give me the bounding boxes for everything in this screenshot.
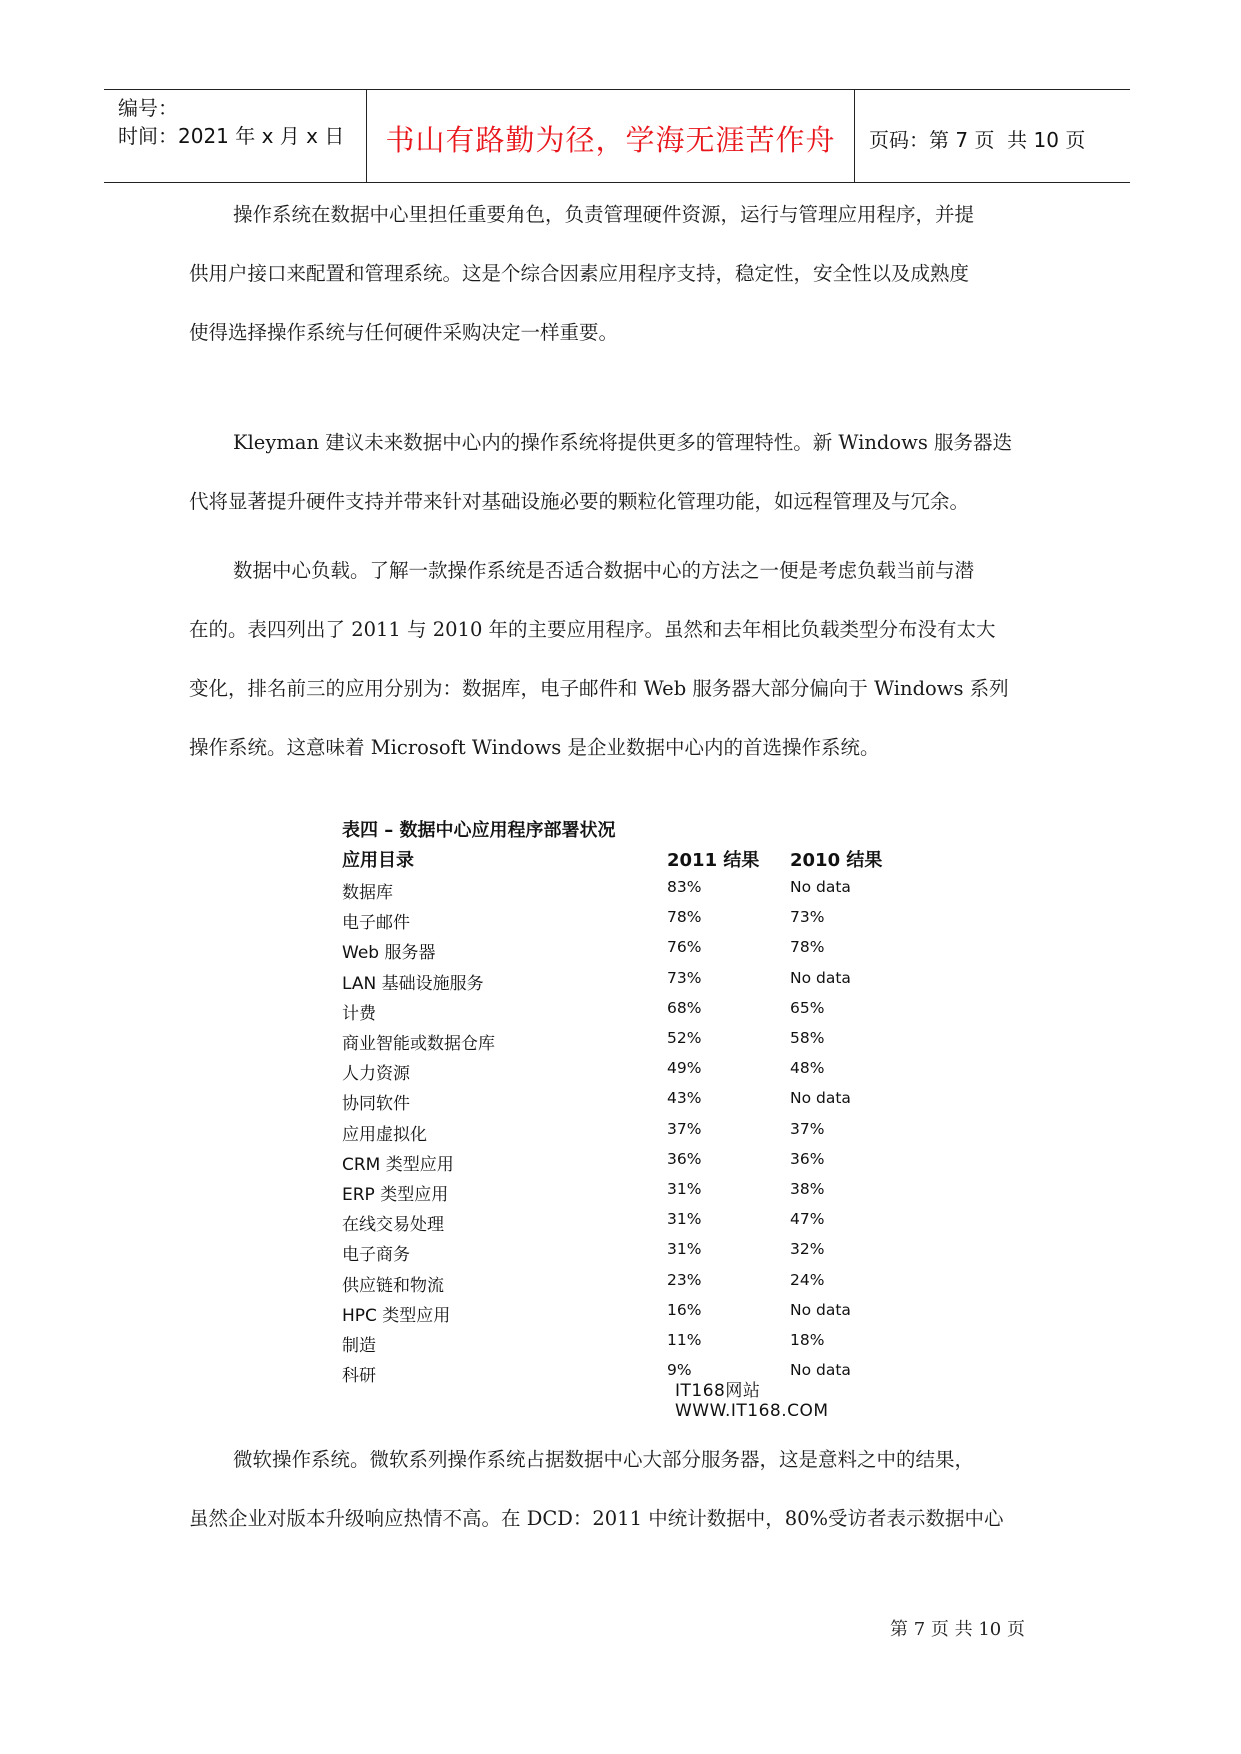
table-cell-2011: 37% [667, 1119, 702, 1138]
table-row [342, 938, 918, 968]
paragraph-4 [189, 1430, 1061, 1548]
table-cell-category: CRM 类型应用 [342, 1154, 454, 1175]
paragraph-3 [189, 541, 1061, 777]
table-cell-2011: 43% [667, 1089, 702, 1108]
page-footer: 第 7 页 共 10 页 [890, 1619, 1025, 1640]
table-cell-2011: 31% [667, 1240, 702, 1259]
table-cell-2010: 73% [790, 908, 825, 927]
table-cell-category: 商业智能或数据仓库 [342, 1034, 495, 1054]
table-cell-2011: 49% [667, 1059, 702, 1078]
table-cell-2010: 58% [790, 1029, 825, 1047]
header-meta [104, 90, 367, 182]
table-row [342, 1120, 918, 1150]
table-cell-2011: 31% [667, 1180, 702, 1198]
table-cell-2010: 78% [790, 938, 825, 957]
paragraph-1 [189, 185, 1061, 362]
table-cell-category: 电子商务 [342, 1245, 410, 1266]
table-cell-2010: No data [790, 1089, 851, 1108]
table-row [342, 1180, 918, 1210]
header-page-cell [855, 90, 1130, 182]
paragraph-line: 虽然企业对版本升级响应热情不高。在 DCD：2011 中统计数据中，80%受访者表示数据中心 [189, 1507, 1004, 1530]
table-cell-2010: 32% [790, 1240, 825, 1259]
paragraph-line: 数据中心负载。了解一款操作系统是否适合数据中心的方法之一便是考虑负载当前与潜 [233, 559, 975, 582]
table-row [342, 1029, 918, 1059]
table-row [342, 1150, 918, 1180]
table-header-category: 应用目录 [342, 850, 414, 871]
paragraph-line: 操作系统。这意味着 Microsoft Windows 是企业数据中心内的首选操作系统。 [189, 736, 880, 759]
header-page-number: 页码：第 7 页 共 10 页 [869, 127, 1086, 152]
page-header [104, 89, 1130, 183]
table-cell-2011: 9% [667, 1361, 692, 1380]
table-cell-2010: 38% [790, 1180, 825, 1198]
table-cell-2011: 52% [667, 1029, 702, 1047]
table-cell-2010: No data [790, 1361, 851, 1380]
table-header-2010: 2010 结果 [790, 850, 883, 871]
document-date: 时间：2021 年 x 月 x 日 [118, 124, 345, 148]
table-cell-category: LAN 基础设施服务 [342, 973, 484, 994]
table-cell-2010: 24% [790, 1270, 825, 1289]
table-row [342, 878, 918, 908]
table-cell-category: 电子邮件 [342, 913, 410, 934]
table-row [342, 1059, 918, 1089]
table-cell-category: 供应链和物流 [342, 1275, 444, 1296]
table-row [342, 1301, 918, 1331]
table-cell-2011: 31% [667, 1210, 702, 1229]
application-deployment-table [338, 816, 918, 1421]
table-cell-category: Web 服务器 [342, 943, 436, 964]
table-cell-category: 协同软件 [342, 1094, 410, 1115]
table-cell-2010: 36% [790, 1149, 825, 1168]
table-title: 表四 – 数据中心应用程序部署状况 [342, 820, 616, 841]
header-motto-cell [367, 90, 855, 182]
paragraph-line: Kleyman 建议未来数据中心内的操作系统将提供更多的管理特性。新 Windows 服务器迭 [233, 431, 1013, 454]
paragraph-line: 在的。表四列出了 2011 与 2010 年的主要应用程序。虽然和去年相比负载类型分布没有太大 [189, 618, 996, 641]
table-cell-2010: No data [790, 968, 851, 987]
paragraph-line: 供用户接口来配置和管理系统。这是个综合因素应用程序支持，稳定性，安全性以及成熟度 [189, 262, 970, 285]
table-header-2011: 2011 结果 [667, 850, 760, 871]
table-cell-2010: 48% [790, 1059, 825, 1078]
table-cell-2011: 16% [667, 1300, 702, 1319]
table-cell-2010: 47% [790, 1210, 825, 1229]
table-cell-category: 人力资源 [342, 1064, 410, 1085]
paragraph-line: 代将显著提升硬件支持并带来针对基础设施必要的颗粒化管理功能，如远程管理及与冗余。 [189, 490, 970, 513]
table-cell-category: 在线交易处理 [342, 1215, 444, 1236]
table-cell-2011: 11% [667, 1331, 702, 1349]
document-number: 编号： [118, 96, 178, 120]
paragraph-line: 操作系统在数据中心里担任重要角色，负责管理硬件资源，运行与管理应用程序，并提 [233, 203, 975, 226]
table-cell-2010: 37% [790, 1119, 825, 1138]
table-cell-2010: 65% [790, 998, 825, 1017]
table-cell-2011: 73% [667, 968, 702, 987]
table-cell-2011: 36% [667, 1149, 702, 1168]
table-cell-2011: 78% [667, 908, 702, 927]
paragraph-line: 变化，排名前三的应用分别为：数据库，电子邮件和 Web 服务器大部分偏向于 Windows 系列 [189, 677, 1009, 700]
table-row [342, 908, 918, 938]
table-row [342, 1210, 918, 1240]
table-row [342, 1271, 918, 1301]
table-cell-2011: 68% [667, 998, 702, 1017]
table-cell-2011: 83% [667, 878, 702, 896]
paragraph-2 [189, 413, 1061, 531]
table-row [342, 1331, 918, 1361]
paragraph-line: 使得选择操作系统与任何硬件采购决定一样重要。 [189, 321, 619, 344]
table-cell-category: HPC 类型应用 [342, 1305, 451, 1326]
table-cell-2011: 23% [667, 1270, 702, 1289]
table-cell-2010: 18% [790, 1331, 825, 1349]
table-row [342, 1240, 918, 1270]
paragraph-line: 微软操作系统。微软系列操作系统占据数据中心大部分服务器，这是意料之中的结果， [233, 1448, 975, 1471]
table-cell-2010: No data [790, 1300, 851, 1319]
table-header-row [342, 846, 918, 876]
table-cell-category: 计费 [342, 1003, 376, 1024]
table-cell-category: 应用虚拟化 [342, 1124, 427, 1145]
table-cell-category: ERP 类型应用 [342, 1185, 449, 1205]
table-cell-category: 制造 [342, 1336, 376, 1356]
table-cell-2011: 76% [667, 938, 702, 957]
table-row [342, 999, 918, 1029]
table-cell-2010: No data [790, 878, 851, 896]
source-watermark: IT168网站 WWW.IT168.COM [675, 1381, 829, 1421]
table-cell-category: 科研 [342, 1366, 376, 1387]
motto: 书山有路勤为径，学海无涯苦作舟 [385, 122, 836, 157]
table-cell-category: 数据库 [342, 883, 393, 903]
table-row [342, 1089, 918, 1119]
table-row [342, 969, 918, 999]
